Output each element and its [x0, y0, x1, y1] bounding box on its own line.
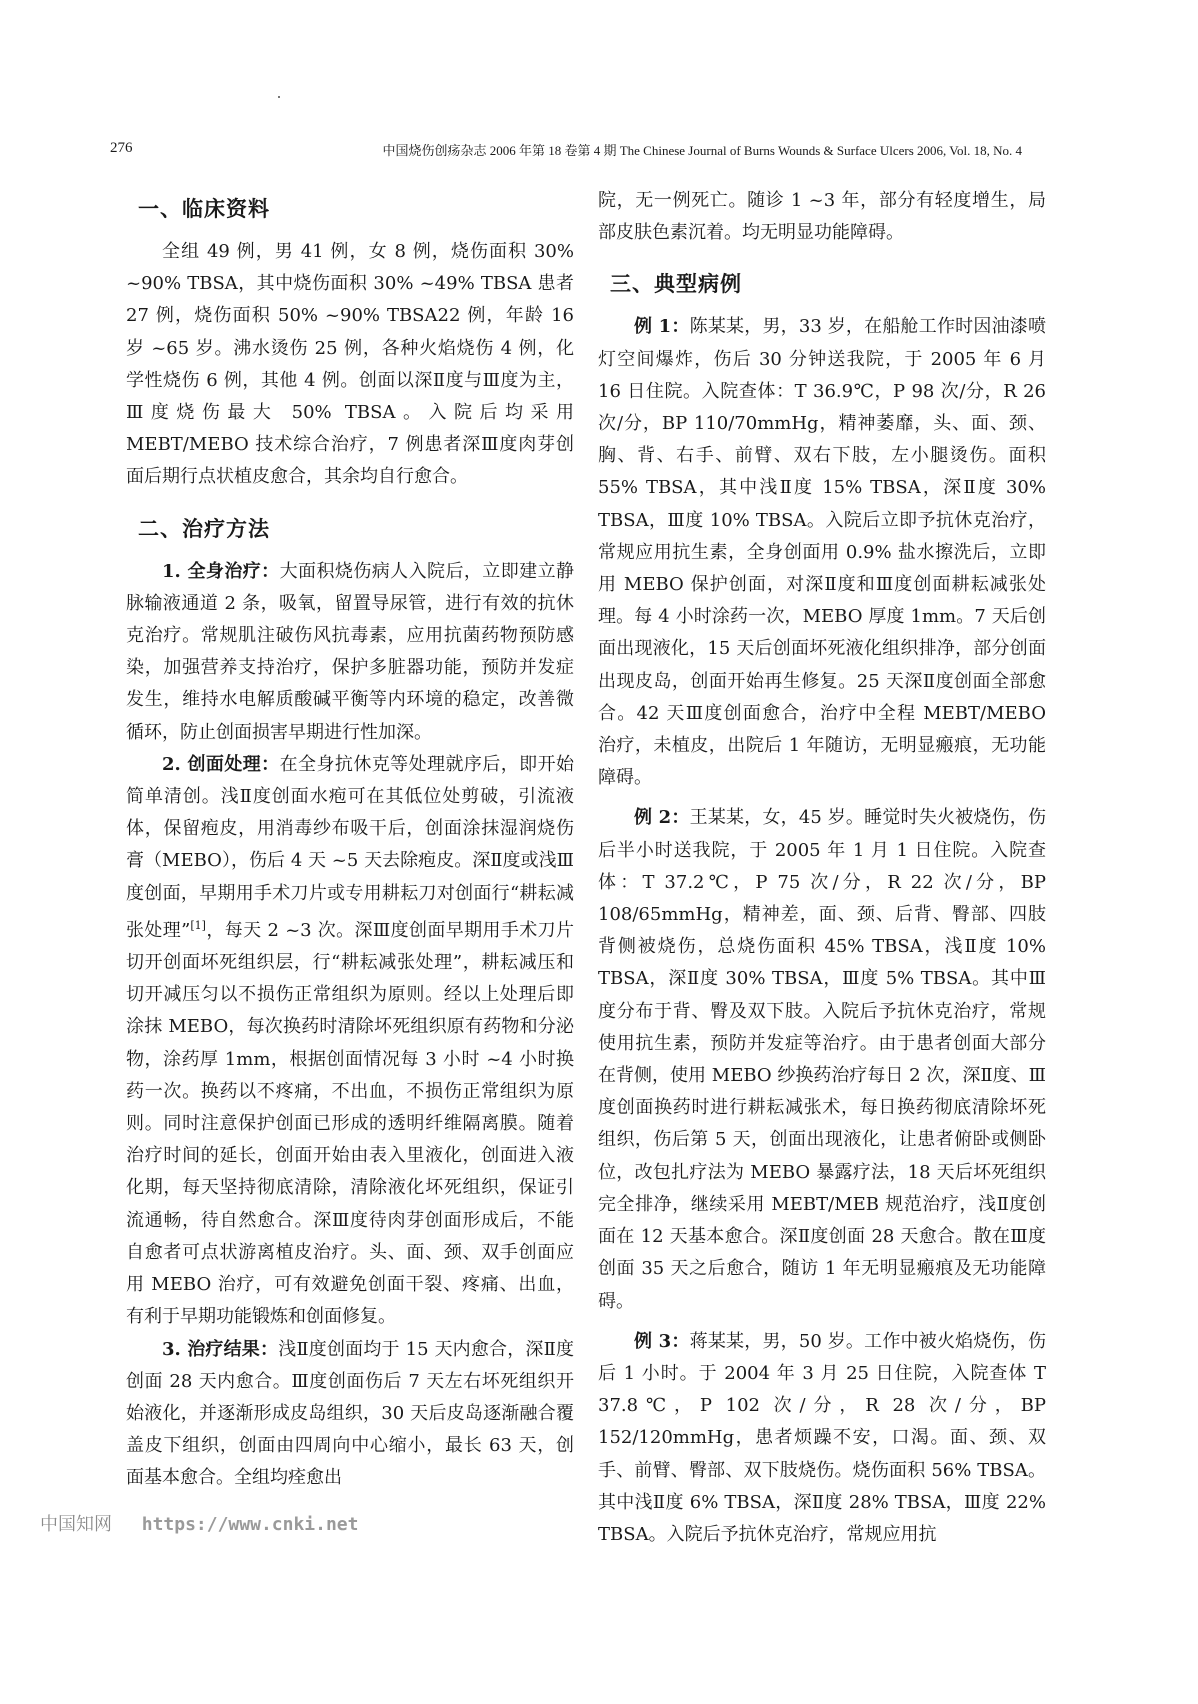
- wound-care-text-b: ，每天 2 ~3 次。深Ⅲ度创面早期用手术刀片切开创面坏死组织层，行“耕耘减张处理”，耕耘减压和切开减压匀以不损伤正常组织为原则。经以上处理后即涂抹 MEBO，每次换药时清除坏死组织原有药物和分泌物，涂药厚 1mm，根据创面情况每 3 小时 ~4 小时换药一次。换药以不疼痛，不出血，不损伤正常组织为原则。同时注意保护创面已形成的透明纤维隔离膜。随着治疗时间的延长，创面开始由表入里液化，创面进入液化期，每天坚持彻底清除，清除液化坏死组织，保证引流通畅，待自然愈合。深Ⅲ度待肉芽创面形成后，不能自愈者可点状游离植皮治疗。头、面、颈、双手创面应用 MEBO 治疗，可有效避免创面干裂、疼痛、出血，有利于早期功能锻炼和创面修复。: [126, 919, 574, 1328]
- systemic-treatment-label: 1. 全身治疗：: [162, 560, 280, 582]
- case-2-label: 例 2：: [634, 807, 690, 829]
- case-3-label: 例 3：: [634, 1330, 690, 1352]
- results-continuation: 院，无一例死亡。随诊 1 ~3 年，部分有轻度增生，局部皮肤色素沉着。均无明显功能障碍。: [598, 190, 1046, 244]
- wound-care-paragraph: [126, 749, 574, 1334]
- citation-ref[interactable]: [1]: [190, 918, 206, 932]
- page-number: 276: [110, 140, 133, 156]
- wound-care-text-a: 在全身抗休克等处理就序后，即开始简单清创。浅Ⅱ度创面水疱可在其低位处剪破，引流液体，保留疱皮，用消毒纱布吸干后，创面涂抹湿润烧伤膏（MEBO），伤后 4 天 ~5 天去除疱皮。深Ⅱ度或浅Ⅲ度创面，早期用手术刀片或专用耕耘刀对创面行“耕耘减张处理”: [126, 753, 575, 941]
- case-1-paragraph: [598, 311, 1046, 794]
- running-head: [110, 140, 1022, 164]
- section-heading-cases: 三、典型病例: [610, 272, 742, 297]
- systemic-treatment-text: 大面积烧伤病人入院后，立即建立静脉输液通道 2 条，吸氧，留置导尿管，进行有效的抗休克治疗。常规肌注破伤风抗毒素，应用抗菌药物预防感染，加强营养支持治疗，保护多脏器功能，预防并发症发生，维持水电解质酸碱平衡等内环境的稳定，改善微循环，防止创面损害早期进行性加深。: [126, 560, 575, 743]
- case-3-paragraph: [598, 1326, 1046, 1551]
- treatment-results-text: 浅Ⅱ度创面均于 15 天内愈合，深Ⅱ度创面 28 天内愈合。Ⅲ度创面伤后 7 天左右坏死组织开始液化，并逐渐形成皮岛组织，30 天后皮岛逐渐融合覆盖皮下组织，创面由四周向中心缩小，最长 63 天，创面基本愈合。全组均痊愈出: [126, 1338, 574, 1489]
- treatment-results-label: 3. 治疗结果：: [162, 1338, 279, 1360]
- case-3-text: 蒋某某，男，50 岁。工作中被火焰烧伤，伤后 1 小时。于 2004 年 3 月 25 日住院，入院查体 T 37.8℃，P 102 次/分，R 28 次/分，BP 152/120mmHg，患者烦躁不安，口渴。面、颈、双手、前臂、臀部、双下肢烧伤。烧伤面积 56% TBSA。其中浅Ⅱ度 6% TBSA，深Ⅱ度 28% TBSA，Ⅲ度 22% TBSA。入院后予抗休克治疗，常规应用抗: [598, 1330, 1046, 1545]
- site-name: 中国知网: [40, 1514, 112, 1535]
- left-column: [126, 182, 574, 1495]
- watermark-footer: [40, 1510, 358, 1536]
- case-2-text: 王某某，女，45 岁。睡觉时失火被烧伤，伤后半小时送我院，于 2005 年 1 月 1 日住院。入院查体：T 37.2℃，P 75 次/分，R 22 次/分，BP 108/65mmHg，精神差，面、颈、后背、臀部、四肢背侧被烧伤，总烧伤面积 45% TBSA，浅Ⅱ度 10% TBSA，深Ⅱ度 30% TBSA，Ⅲ度 5% TBSA。其中Ⅲ度分布于背、臀及双下肢。入院后予抗休克治疗，常规使用抗生素，预防并发症等治疗。由于患者创面大部分在背侧，使用 MEBO 纱换药治疗每日 2 次，深Ⅱ度、Ⅲ度创面换药时进行耕耘减张术，每日换药彻底清除坏死组织，伤后第 5 天，创面出现液化，让患者俯卧或侧卧位，改包扎疗法为 MEBO 暴露疗法，18 天后坏死组织完全排净，继续采用 MEBT/MEB 规范治疗，浅Ⅱ度创面在 12 天基本愈合。深Ⅱ度创面 28 天愈合。散在Ⅲ度创面 35 天之后愈合，随访 1 年无明显瘢痕及无功能障碍。: [598, 807, 1046, 1312]
- journal-citation: 中国烧伤创疡杂志 2006 年第 18 卷第 4 期 The Chinese Journal of Burns Wounds & Surface Ulcers 2006, Vol. 18, No. 4: [382, 143, 1022, 158]
- treatment-results-paragraph: [126, 1334, 574, 1495]
- section-heading-treatment: 二、治疗方法: [138, 516, 270, 541]
- section-heading-clinical-data: 一、临床资料: [138, 197, 270, 221]
- case-1-label: 例 1：: [634, 316, 690, 338]
- scan-speck: [278, 96, 280, 98]
- systemic-treatment-paragraph: [126, 556, 574, 749]
- right-column: [598, 185, 1046, 1551]
- wound-care-label: 2. 创面处理：: [162, 753, 280, 775]
- case-1-text: 陈某某，男，33 岁，在船舱工作时因油漆喷灯空间爆炸，伤后 30 分钟送我院，于 2005 年 6 月 16 日住院。入院查体：T 36.9℃，P 98 次/分，R 26 次/分，BP 110/70mmHg，精神萎靡，头、面、颈、胸、背、右手、前臂、双右下肢，左小腿烫伤。面积 55% TBSA，其中浅Ⅱ度 15% TBSA，深Ⅱ度 30% TBSA，Ⅲ度 10% TBSA。入院后立即予抗休克治疗，常规应用抗生素，全身创面用 0.9% 盐水擦洗后，立即用 MEBO 保护创面，对深Ⅱ度和Ⅲ度创面耕耘减张处理。每 4 小时涂药一次，MEBO 厚度 1mm。7 天后创面出现液化，15 天后创面坏死液化组织排净，部分创面出现皮岛，创面开始再生修复。25 天深Ⅱ度创面全部愈合。42 天Ⅲ度创面愈合，治疗中全程 MEBT/MEBO 治疗，未植皮，出院后 1 年随访，无明显瘢痕，无功能障碍。: [598, 316, 1046, 789]
- site-url-link[interactable]: https://www.cnki.net: [141, 1514, 359, 1535]
- case-2-paragraph: [598, 802, 1046, 1317]
- clinical-data-paragraph: 全组 49 例，男 41 例，女 8 例，烧伤面积 30% ~90% TBSA，其中烧伤面积 30% ~49% TBSA 患者 27 例，烧伤面积 50% ~90% TBSA22 例，年龄 16 岁 ~65 岁。沸水烫伤 25 例，各种火焰烧伤 4 例，化学性烧伤 6 例，其他 4 例。创面以深Ⅱ度与Ⅲ度为主，Ⅲ度烧伤最大 50% TBSA。入院后均采用 MEBT/MEBO 技术综合治疗，7 例患者深Ⅲ度肉芽创面后期行点状植皮愈合，其余均自行愈合。: [126, 241, 574, 488]
